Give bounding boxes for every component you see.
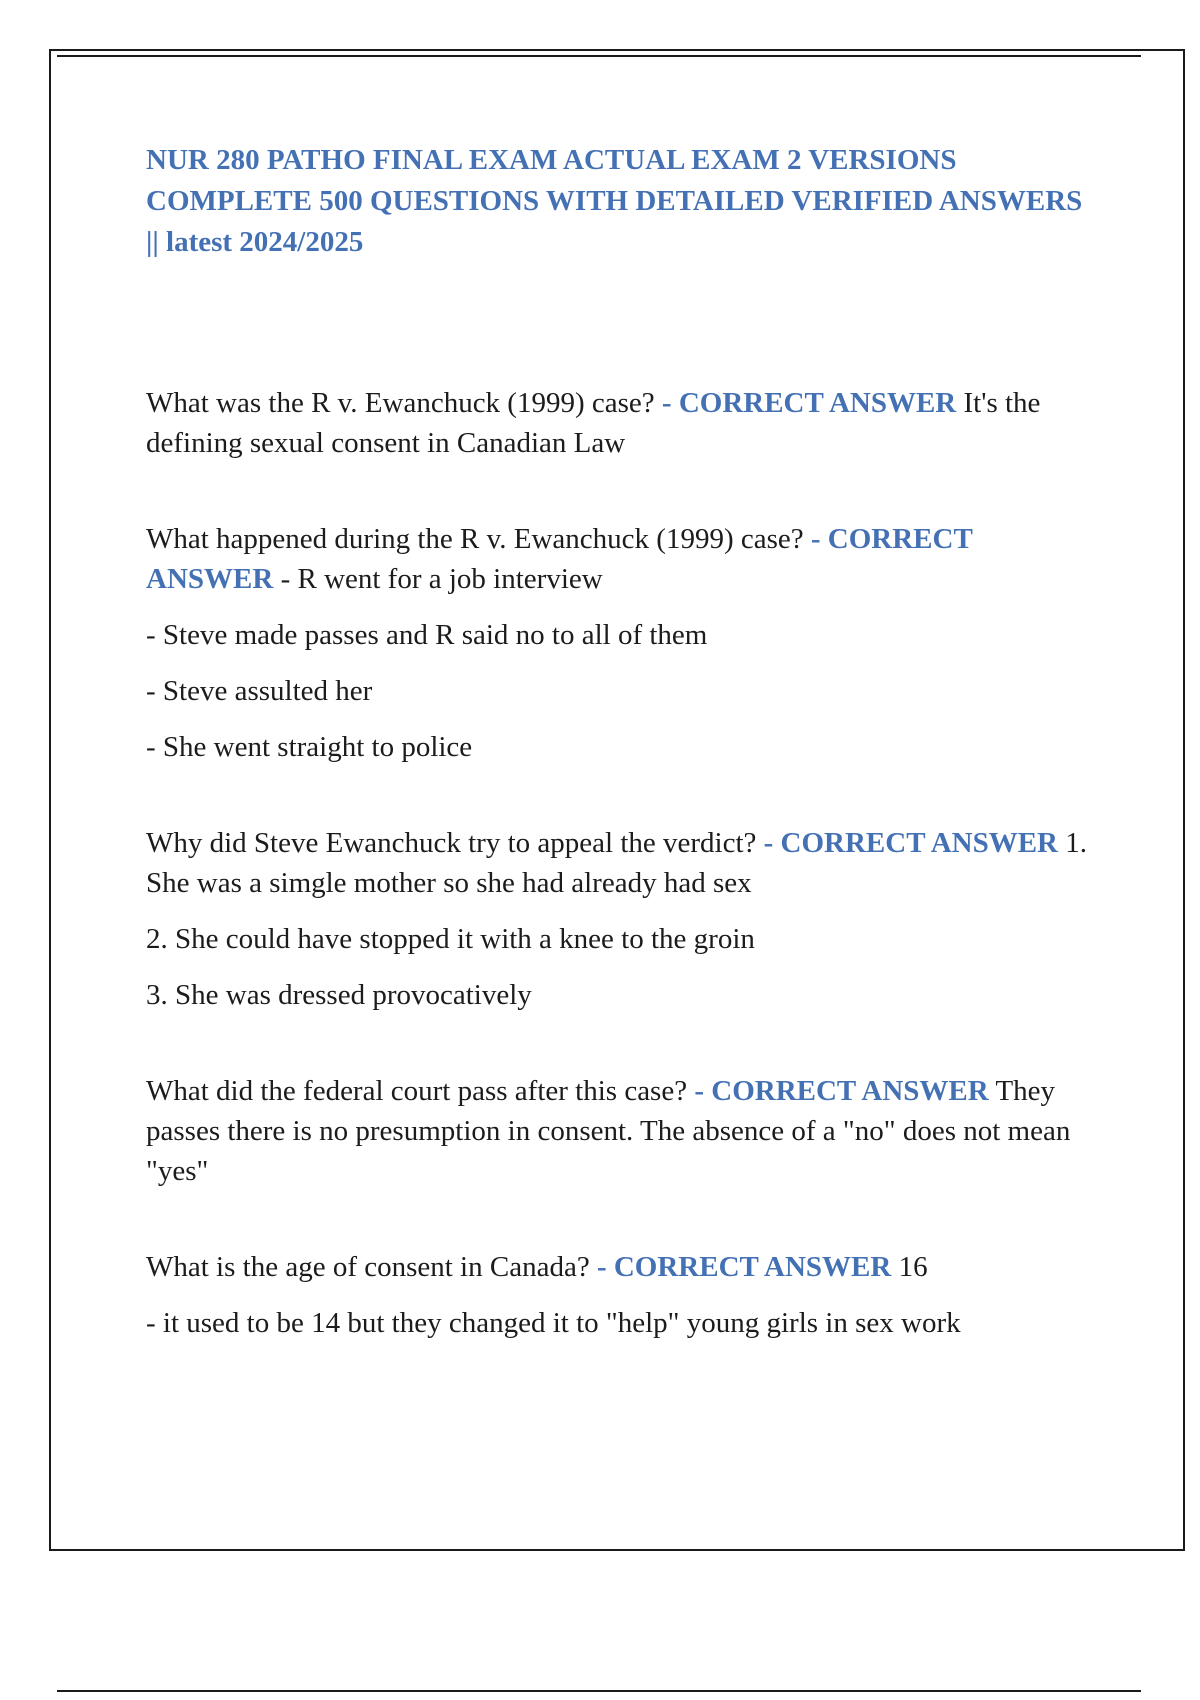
qa-main-line	[146, 383, 1096, 463]
qa-item	[146, 1071, 1096, 1191]
qa-item	[146, 383, 1096, 463]
answer-detail-line: - She went straight to police	[146, 731, 473, 763]
answer-detail-line: - it used to be 14 but they changed it to "help" young girls in sex work	[146, 1307, 961, 1339]
correct-answer-label: - CORRECT ANSWER	[763, 827, 1058, 859]
qa-main-line	[146, 1071, 1096, 1191]
question-text: What is the age of consent in Canada?	[146, 1251, 590, 1283]
answer-text: It's the defining sexual consent in Canadian Law	[146, 387, 1041, 459]
document-body	[146, 140, 1096, 1399]
correct-answer-label: - CORRECT ANSWER	[661, 387, 957, 419]
question-text: What did the federal court pass after this case?	[146, 1075, 688, 1107]
answer-text: - R went for a job interview	[280, 563, 603, 595]
answer-text: 1. She was a simgle mother so she had already had sex	[146, 827, 1087, 899]
answer-detail-line: - Steve assulted her	[146, 675, 373, 707]
answer-text: They passes there is no presumption in consent. The absence of a "no" does not mean "yes"	[146, 1075, 1071, 1187]
answer-detail-line: - Steve made passes and R said no to all of them	[146, 619, 708, 651]
question-text: What happened during the R v. Ewanchuck (1999) case?	[146, 523, 804, 555]
answer-text: 16	[898, 1251, 928, 1283]
qa-main-line	[146, 519, 1096, 599]
qa-item	[146, 823, 1096, 1015]
top-rule	[57, 55, 1141, 57]
qa-list	[146, 383, 1096, 1343]
correct-answer-label: - CORRECT ANSWER	[694, 1075, 989, 1107]
document-title: NUR 280 PATHO FINAL EXAM ACTUAL EXAM 2 VERSIONS COMPLETE 500 QUESTIONS WITH DETAILED VERIFIED ANSWERS || latest 2024/2025	[146, 144, 1083, 258]
question-text: What was the R v. Ewanchuck (1999) case?	[146, 387, 655, 419]
qa-item	[146, 519, 1096, 767]
question-text: Why did Steve Ewanchuck try to appeal the verdict?	[146, 827, 757, 859]
qa-main-line	[146, 823, 1096, 903]
answer-detail-line: 2. She could have stopped it with a knee to the groin	[146, 923, 755, 955]
correct-answer-label: - CORRECT ANSWER	[146, 523, 973, 595]
answer-detail-line: 3. She was dressed provocatively	[146, 979, 532, 1011]
qa-item	[146, 1247, 1096, 1343]
correct-answer-label: - CORRECT ANSWER	[596, 1251, 892, 1283]
qa-main-line	[146, 1247, 1096, 1287]
bottom-rule	[57, 1690, 1141, 1692]
